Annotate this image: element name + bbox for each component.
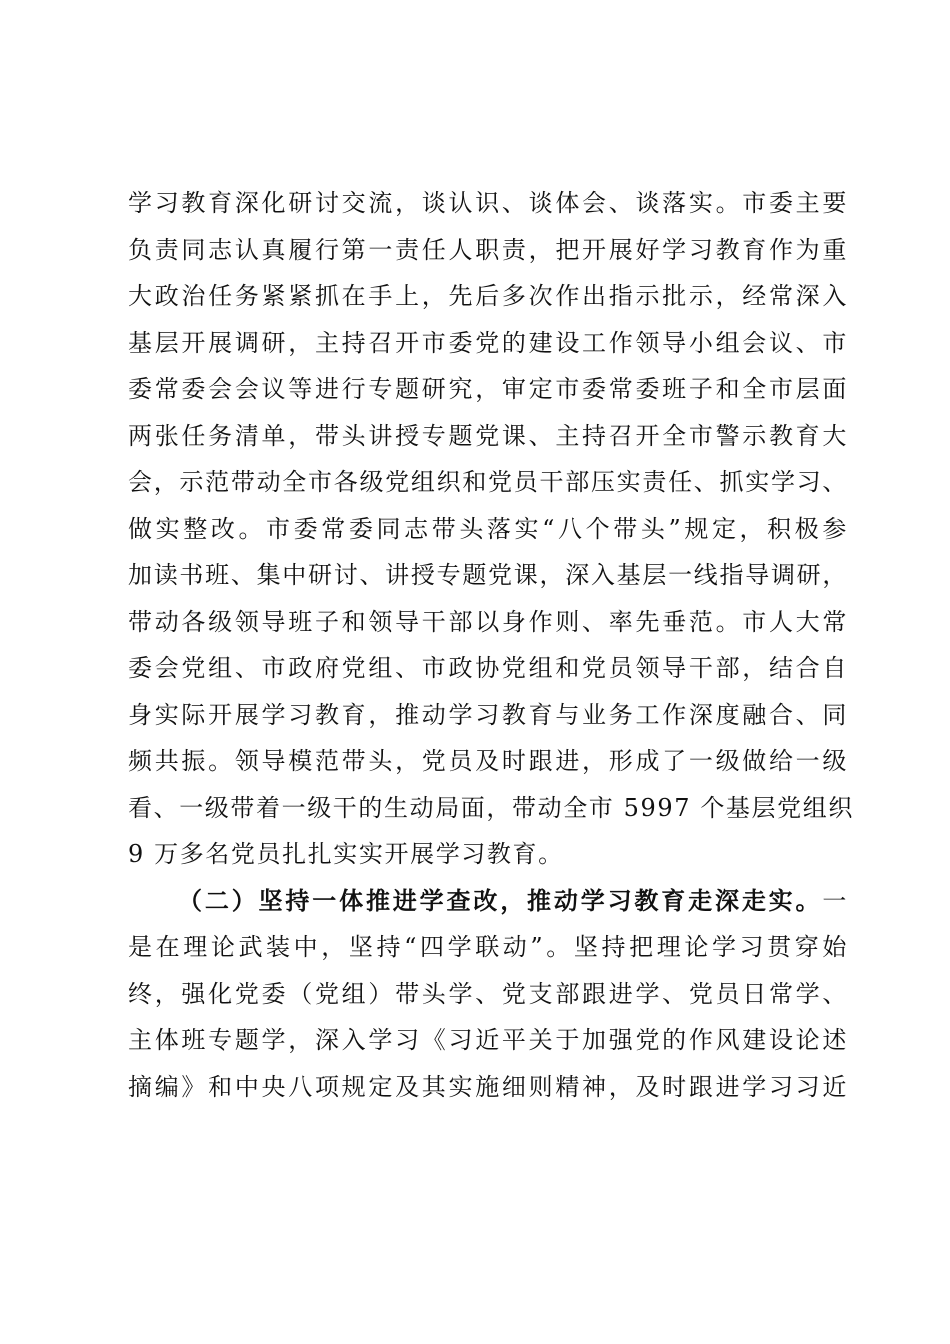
text-line: 学习教育深化研讨交流，谈认识、谈体会、谈落实。市委主要 — [128, 189, 848, 217]
text-line: 做实整改。市委常委同志带头落实“八个带头”规定，积极参 — [128, 514, 848, 543]
section-heading-line — [128, 878, 848, 925]
text-line: 主体班专题学，深入学习《习近平关于加强党的作风建设论述 — [128, 1026, 848, 1054]
text-line: 会，示范带动全市各级党组织和党员干部压实责任、抓实学习、 — [128, 468, 848, 496]
section-heading: （二）坚持一体推进学查改，推动学习教育走深走实。 — [178, 885, 823, 915]
text-line: 加读书班、集中研讨、讲授专题党课，深入基层一线指导调研， — [128, 561, 848, 589]
text-line: 9 万多名党员扎扎实实开展学习教育。 — [128, 840, 564, 868]
text-line: 是在理论武装中，坚持“四学联动”。坚持把理论学习贯穿始 — [128, 933, 848, 961]
text-line: 带动各级领导班子和领导干部以身作则、率先垂范。市人大常 — [128, 607, 848, 636]
text-line: 委常委会会议等进行专题研究，审定市委常委班子和全市层面 — [128, 375, 848, 403]
body-text — [128, 180, 854, 1110]
paragraph-1 — [128, 180, 854, 878]
text-line: 负责同志认真履行第一责任人职责，把开展好学习教育作为重 — [128, 235, 848, 264]
text-line: 委会党组、市政府党组、市政协党组和党员领导干部，结合自 — [128, 654, 848, 682]
text-line: 两张任务清单，带头讲授专题党课、主持召开全市警示教育大 — [128, 421, 848, 450]
text-line: 摘编》和中央八项规定及其实施细则精神，及时跟进学习习近 — [128, 1072, 848, 1101]
paragraph-2 — [128, 878, 848, 1111]
text-line: 终，强化党委（党组）带头学、党支部跟进学、党员日常学、 — [128, 979, 848, 1008]
text-line: 频共振。领导模范带头，党员及时跟进，形成了一级做给一级 — [128, 747, 848, 775]
text-line: 大政治任务紧紧抓在手上，先后多次作出指示批示，经常深入 — [128, 282, 848, 310]
text-line: 身实际开展学习教育，推动学习教育与业务工作深度融合、同 — [128, 700, 848, 729]
text-line: 看、一级带着一级干的生动局面，带动全市 5997 个基层党组织 — [128, 793, 854, 822]
text-line: 基层开展调研，主持召开市委党的建设工作领导小组会议、市 — [128, 328, 848, 357]
heading-tail-text: 一 — [822, 886, 848, 915]
